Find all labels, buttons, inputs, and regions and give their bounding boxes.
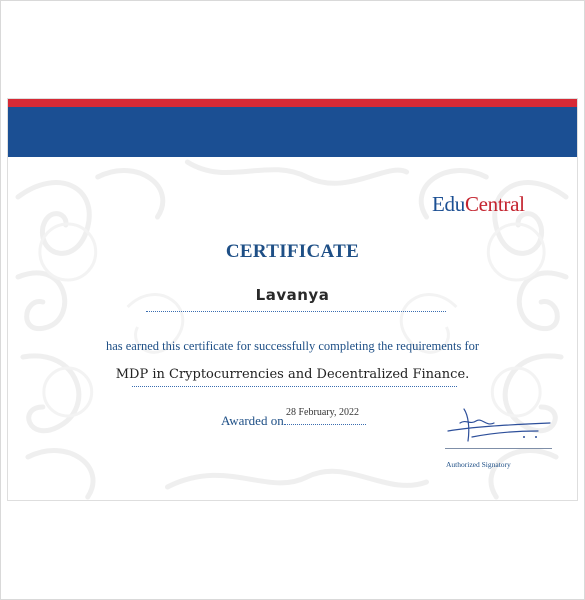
logo-edu: Edu	[432, 192, 465, 216]
recipient-underline	[146, 311, 446, 312]
certificate	[7, 98, 578, 501]
awarded-date: 28 February, 2022	[286, 407, 359, 418]
awarded-label: Awarded on	[221, 413, 284, 428]
signatory-label: Authorized Signatory	[446, 460, 511, 469]
recipient-name: Lavanya	[255, 286, 330, 304]
logo-central: Central	[464, 192, 525, 216]
educentral-logo	[432, 192, 525, 217]
blue-band	[8, 107, 577, 157]
certificate-statement: has earned this certificate for successfully completing the requirements for	[105, 339, 480, 353]
signature-icon	[442, 401, 554, 449]
certificate-title: CERTIFICATE	[225, 241, 360, 262]
red-band	[8, 99, 577, 107]
course-name: MDP in Cryptocurrencies and Decentralized Finance.	[115, 367, 470, 382]
course-underline	[132, 386, 457, 387]
signature-line	[445, 448, 552, 449]
date-underline	[284, 424, 366, 425]
